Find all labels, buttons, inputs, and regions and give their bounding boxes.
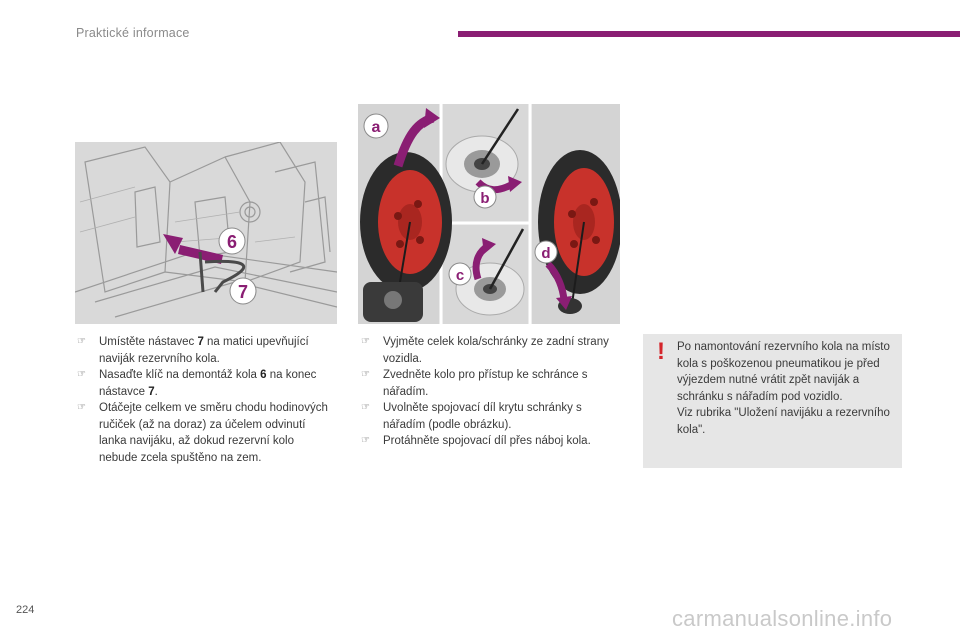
bullet-arrow-icon: ☞ bbox=[361, 336, 370, 347]
warning-note bbox=[643, 334, 902, 468]
figure-winch-extension bbox=[75, 142, 337, 324]
callout-b-icon bbox=[474, 186, 496, 208]
callout-6-label: 6 bbox=[226, 232, 238, 252]
bullet-arrow-icon: ☞ bbox=[77, 402, 86, 413]
list-item: ☞ Protáhněte spojovací díl přes náboj kola. bbox=[361, 433, 611, 450]
list-item: ☞ Otáčejte celkem ve směru chodu hodinových ručiček (až na doraz) za účelem odvinutí lanka navijáku, až dokud rezervní kolo nebude zcela spuštěno na zem. bbox=[77, 402, 328, 464]
page-section-title: Praktické informace bbox=[76, 26, 190, 40]
instructions-right bbox=[361, 334, 611, 450]
callout-7-icon bbox=[230, 278, 256, 304]
warning-text: Po namontování rezervního kola na místo kola s poškozenou pneumatikou je před výjezdem nutné vrátit zpět naviják a schránku s nářadím pod vozidlo. Viz rubrika "Uložení navijáku a rezervního kola". bbox=[677, 341, 890, 436]
watermark: carmanualsonline.info bbox=[672, 606, 893, 631]
callout-b-label: b bbox=[480, 190, 490, 207]
bullet-arrow-icon: ☞ bbox=[77, 336, 86, 347]
instructions-left bbox=[77, 334, 335, 466]
callout-a-label: a bbox=[371, 119, 381, 136]
list-item: ☞ Nasaďte klíč na demontáž kola 6 na konec nástavce 7. bbox=[77, 369, 317, 398]
callout-c-label: c bbox=[455, 267, 465, 284]
page-number: 224 bbox=[16, 604, 35, 616]
callout-a-icon bbox=[364, 114, 388, 138]
list-item: ☞ Vyjměte celek kola/schránky ze zadní strany vozidla. bbox=[361, 336, 609, 365]
list-item: ☞ Umístěte nástavec 7 na matici upevňující naviják rezervního kola. bbox=[77, 336, 309, 365]
callout-6-icon bbox=[219, 228, 245, 254]
callout-c-icon bbox=[449, 263, 471, 285]
bullet-arrow-icon: ☞ bbox=[361, 435, 370, 446]
header-accent-bar bbox=[458, 31, 960, 37]
callout-d-icon bbox=[535, 241, 557, 263]
callout-d-label: d bbox=[541, 245, 551, 262]
list-item: ☞ Zvedněte kolo pro přístup ke schránce s nářadím. bbox=[361, 369, 588, 398]
bullet-arrow-icon: ☞ bbox=[361, 369, 370, 380]
warning-exclamation-icon: ! bbox=[657, 338, 665, 365]
bullet-arrow-icon: ☞ bbox=[361, 402, 370, 413]
list-item: ☞ Uvolněte spojovací díl krytu schránky s nářadím (podle obrázku). bbox=[361, 402, 582, 431]
figure-spare-wheel-removal bbox=[358, 104, 620, 324]
callout-7-label: 7 bbox=[237, 282, 249, 302]
bullet-arrow-icon: ☞ bbox=[77, 369, 86, 380]
